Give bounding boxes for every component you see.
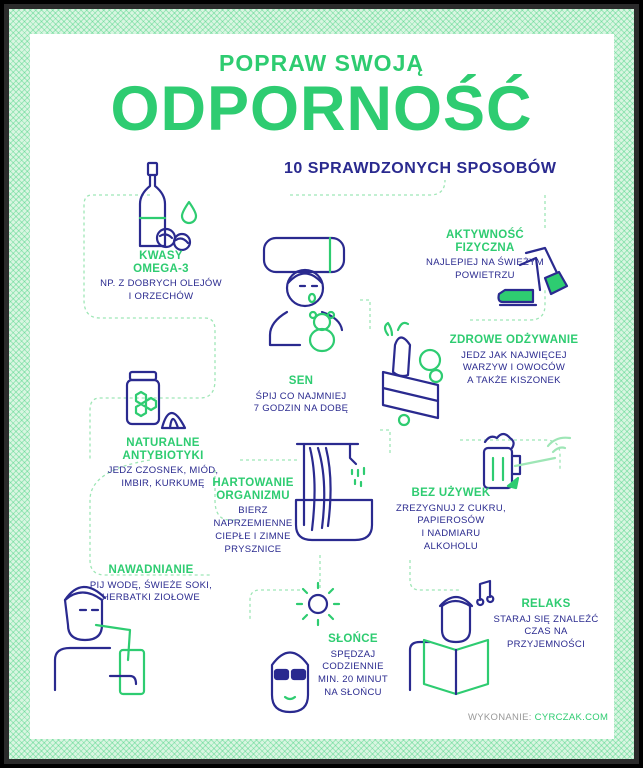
tip-hydration: [86, 564, 216, 605]
tip-desc: PRYSZNICE: [224, 543, 282, 555]
tip-title: ANTYBIOTYKI: [122, 449, 204, 462]
subtitle: 10 SPRAWDZONYCH SPOSOBÓW: [284, 160, 557, 177]
tip-omega3: [86, 250, 236, 304]
tip-activity: [415, 229, 555, 283]
tip-title: HARTOWANIE: [212, 477, 294, 489]
tip-title: AKTYWNOŚĆ: [445, 229, 525, 241]
credit-label: WYKONANIE:: [468, 712, 532, 723]
tip-title: ORGANIZMU: [216, 489, 290, 502]
tip-desc: WARZYW I OWOCÓW: [462, 362, 566, 374]
connector-path: [250, 590, 300, 620]
tip-desc: JEDZ JAK NAJWIĘCEJ: [461, 349, 567, 361]
page-title: ODPORNOŚĆ: [110, 74, 533, 144]
tip-sun: [300, 633, 406, 700]
tip-desc: ZREZYGNUJ Z CUKRU,: [396, 502, 506, 514]
credit-author-link[interactable]: CYRCZAK.COM: [534, 712, 609, 723]
tip-desc: MIN. 20 MINUT: [318, 674, 388, 686]
tip-desc: 7 GODZIN NA DOBĘ: [253, 403, 349, 415]
credit-line: [468, 712, 608, 723]
tip-title: BEZ UŻYWEK: [411, 487, 491, 499]
tip-desc: NA SŁOŃCU: [324, 687, 382, 699]
tip-desc: JEDZ CZOSNEK, MIÓD,: [107, 465, 219, 477]
connector-path: [290, 180, 545, 230]
sleeper-icon: [264, 238, 344, 351]
tip-healthy-eating: [448, 334, 580, 388]
tip-title: OMEGA-3: [133, 262, 189, 275]
tip-title: FIZYCZNA: [455, 241, 515, 254]
connector-path: [380, 430, 560, 470]
title-line1: POPRAW SWOJĄ: [219, 50, 424, 76]
bottle-icon: [140, 163, 196, 250]
tip-no-stimulants: [395, 487, 507, 554]
connector-path: [320, 555, 460, 590]
tip-desc: HERBATKI ZIOŁOWE: [101, 592, 201, 604]
tip-desc: BIERZ NAPRZEMIENNE: [213, 505, 293, 530]
sun-icon: [297, 583, 339, 625]
tip-desc: NP. Z DOBRYCH OLEJÓW: [100, 278, 222, 290]
vegetable-crate-icon: [383, 323, 442, 425]
reading-person-icon: [410, 581, 493, 694]
beer-mug-icon: [484, 434, 570, 488]
tip-desc: IMBIR, KURKUMĘ: [121, 478, 205, 490]
tip-title: RELAKS: [521, 598, 571, 610]
tip-desc: NAJLEPIEJ NA ŚWIEŻYM: [426, 257, 544, 269]
tip-desc: I ORZECHÓW: [128, 291, 194, 303]
tip-desc: SPĘDZAJ CODZIENNIE: [322, 648, 384, 673]
tip-desc: POWIETRZU: [455, 270, 515, 282]
tip-hardening: [200, 477, 306, 557]
tip-desc: CIEPŁE I ZIMNE: [215, 530, 291, 542]
tip-desc: PIJ WODĘ, ŚWIEŻE SOKI,: [89, 579, 213, 591]
tip-title: ZDROWE ODŻYWANIE: [449, 334, 579, 346]
connector-path: [84, 195, 215, 460]
tip-title: SEN: [288, 375, 314, 387]
tip-desc: STARAJ SIĘ ZNALEŹĆ: [493, 613, 599, 625]
tip-title: KWASY: [139, 250, 183, 262]
tip-desc: A TAKŻE KISZONEK: [467, 375, 561, 387]
tip-desc: ŚPIJ CO NAJMNIEJ: [255, 390, 347, 402]
tip-desc: PAPIEROSÓW: [417, 515, 485, 527]
tip-desc: CZAS NA PRZYJEMNOŚCI: [506, 626, 586, 651]
tip-title: NAWADNIANIE: [108, 564, 194, 576]
honey-jar-icon: [127, 372, 185, 428]
tip-title: NATURALNE: [126, 437, 200, 449]
tip-sleep: [236, 375, 366, 416]
tip-desc: I NADMIARU ALKOHOLU: [421, 528, 481, 553]
bathtub-icon: [296, 444, 372, 540]
tip-relax: [491, 598, 601, 652]
tip-title: SŁOŃCE: [328, 633, 378, 645]
